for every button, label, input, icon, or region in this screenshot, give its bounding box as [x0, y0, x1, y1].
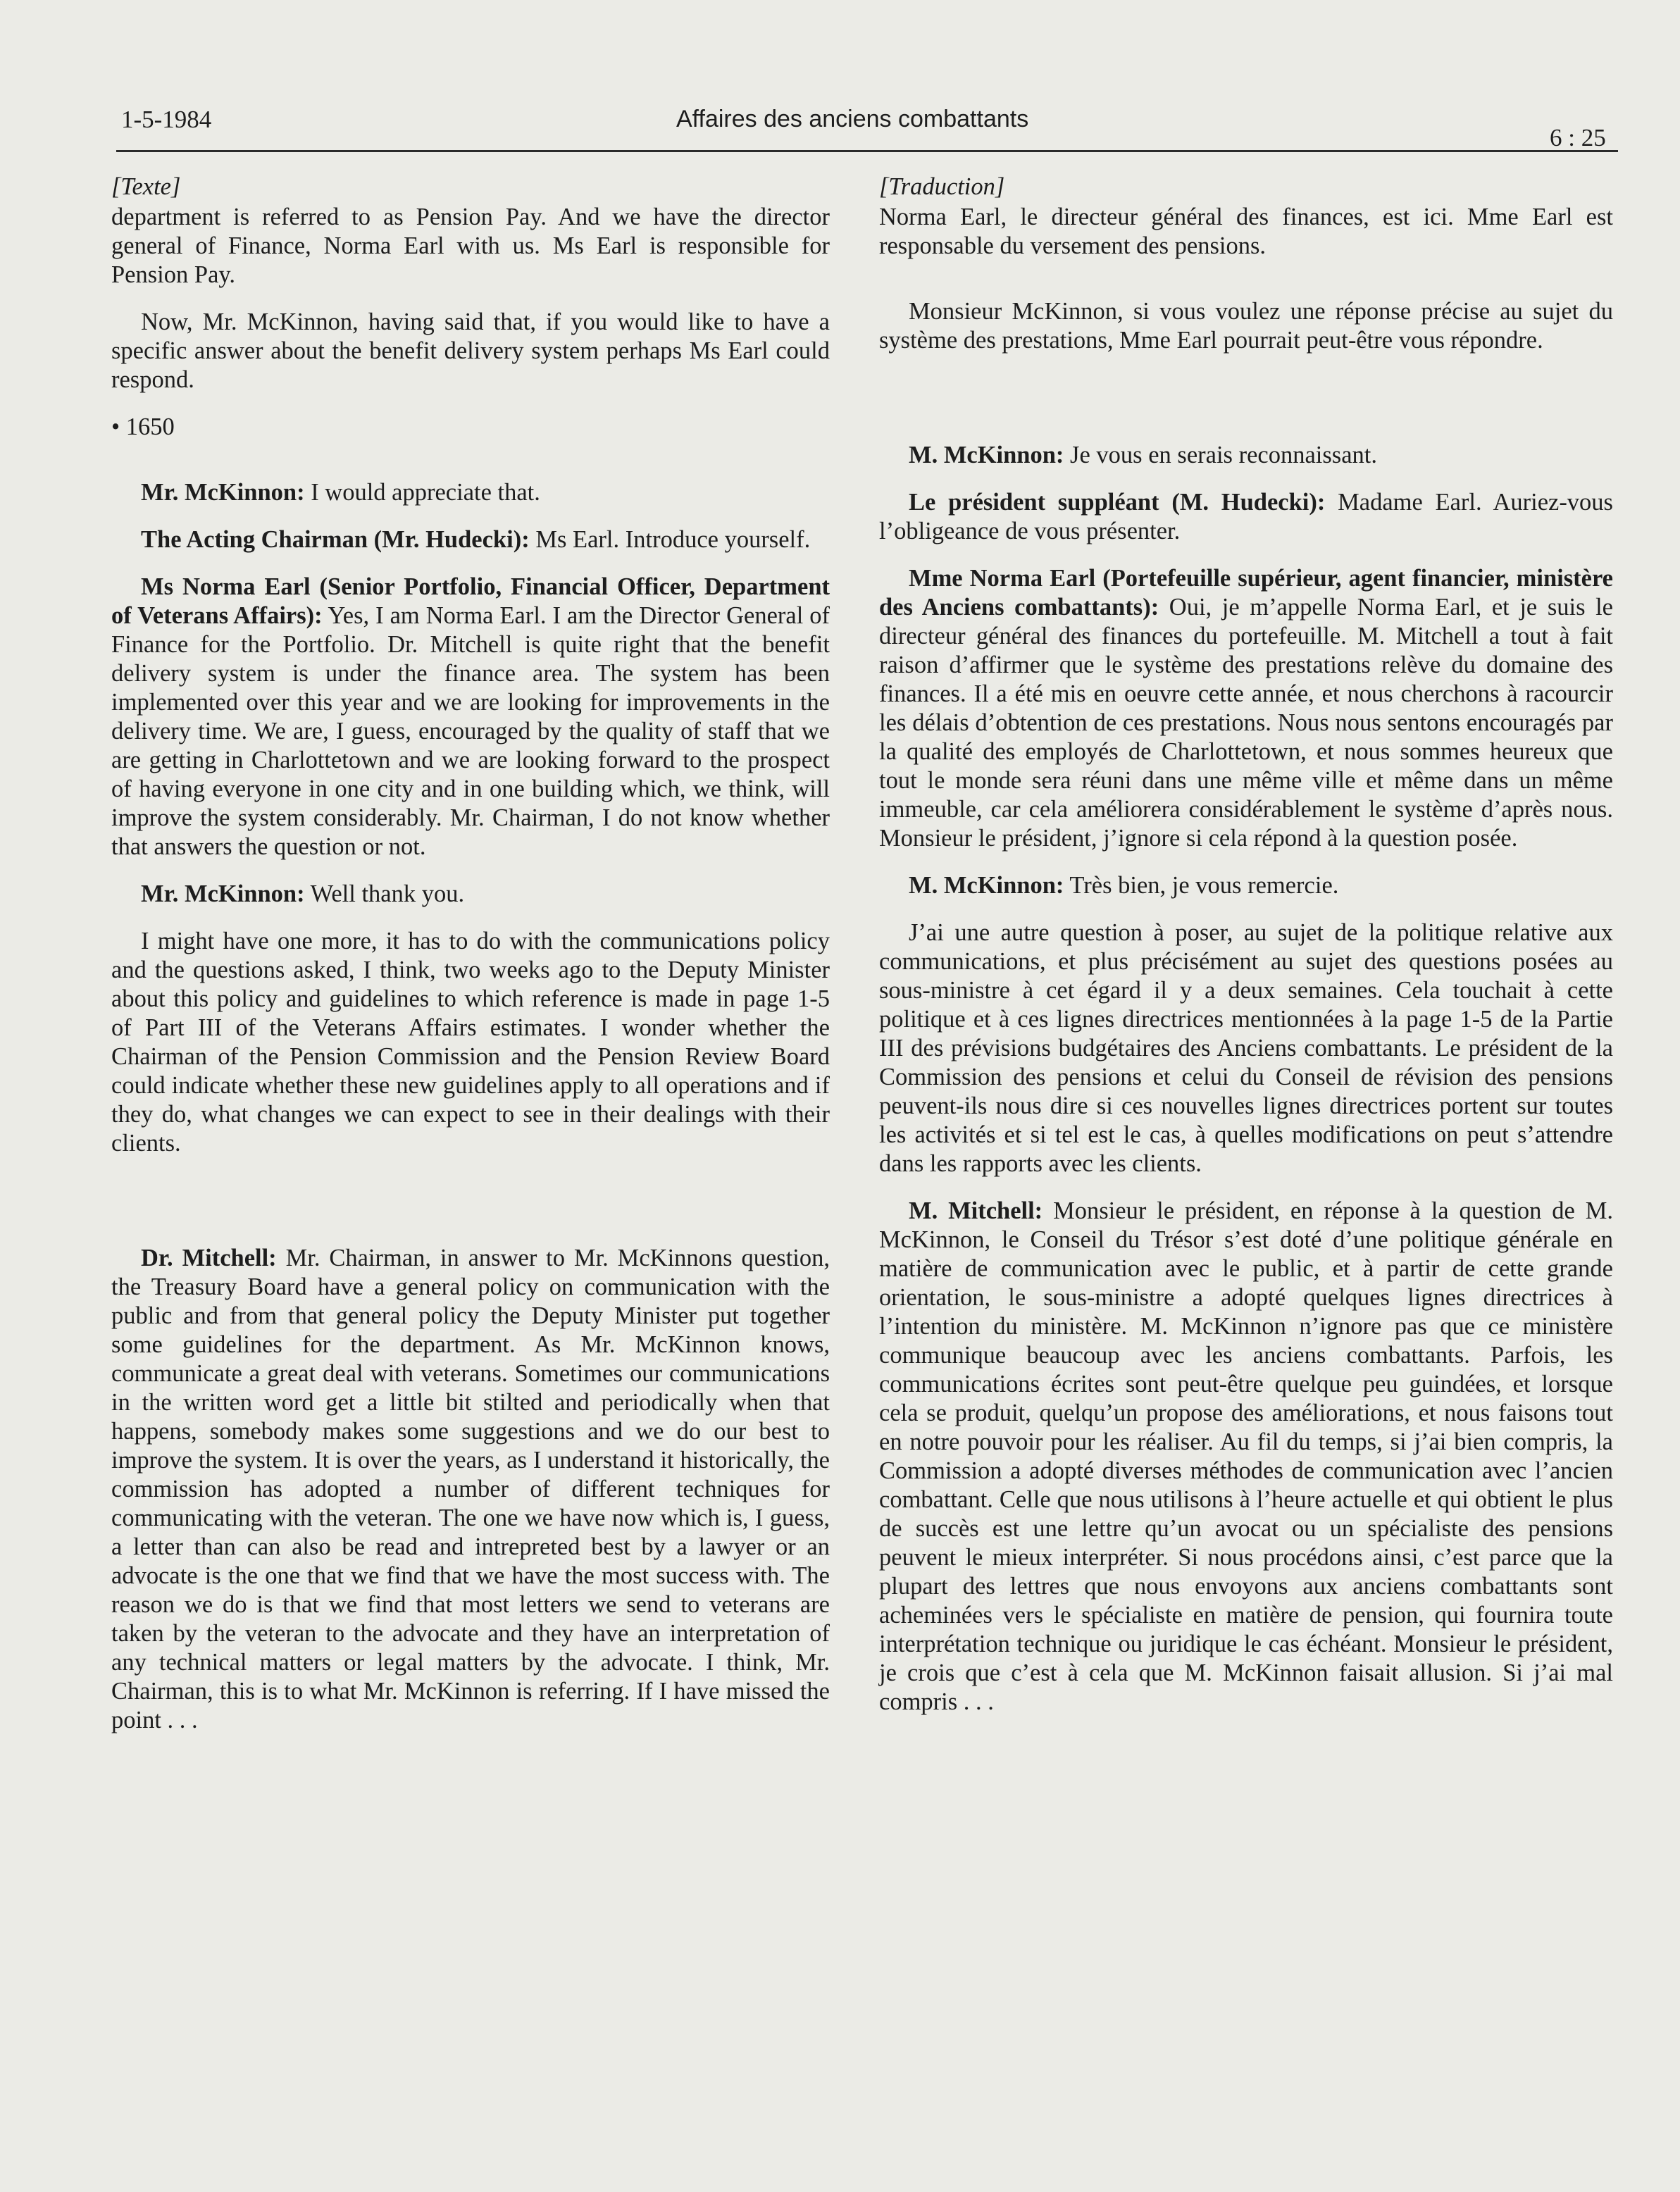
speaker-name: Ms Norma Earl (Senior Portfolio, Financial Officer, Department of Veterans Affairs):	[111, 573, 830, 629]
header-title: Affaires des anciens combattants	[676, 106, 1029, 132]
speech-text: Well thank you.	[304, 880, 465, 907]
speech-text: I would appreciate that.	[304, 479, 540, 506]
speaker-name: M. Mitchell:	[909, 1197, 1043, 1224]
speaker-name: Mme Norma Earl (Portefeuille supérieur, agent financier, ministère des Anciens combattants):	[879, 565, 1613, 621]
speech-paragraph	[879, 564, 1613, 853]
text-tag: [Texte]	[111, 173, 181, 200]
speech-paragraph	[111, 1244, 830, 1735]
header-page-number: 6 : 25	[1550, 124, 1606, 151]
speech-paragraph	[111, 525, 830, 554]
paragraph: J’ai une autre question à poser, au sujet de la politique relative aux communications, et plus précisément au sujet des questions posées au sous-ministre à cet égard il y a deux semaines. Cela touchait à cette politique et à ces lignes directrices mentionnées à la page 1-5 de la Partie III des prévisions budgétaires des Anciens combattants. Le président de la Commission des pensions et celui du Conseil de révision des pensions peuvent-ils nous dire si ces nouvelles lignes directrices portent sur toutes les activités et si tel est le cas, à quelles modifications on peut s’attendre dans les rapports avec les clients.	[879, 919, 1613, 1177]
speaker-name: M. McKinnon:	[909, 442, 1064, 468]
french-column	[879, 173, 1613, 1735]
speaker-name: Le président suppléant (M. Hudecki):	[909, 489, 1326, 516]
header-rule	[116, 150, 1618, 152]
paragraph: Now, Mr. McKinnon, having said that, if you would like to have a specific answer about the benefit delivery system perhaps Ms Earl could respond.	[111, 309, 830, 393]
time-marker: • 1650	[111, 413, 175, 440]
speaker-name: Dr. Mitchell:	[141, 1245, 277, 1271]
speech-text: Oui, je m’appelle Norma Earl, et je suis le directeur général des finances du portefeuille. M. Mitchell a tout à fait raison d’affirmer que le système des prestations relève du domaine des finances. Il a été mis en oeuvre cette année, et nous cherchons à racourcir les délais d’obtention de ces prestations. Nous nous sentons encouragés par la qualité des employés de Charlottetown, et nous sommes heureux que tout le monde sera réuni dans une même ville et même dans un même immeuble, car cela améliorera considérablement le système d’après nous. Monsieur le président, j’ignore si cela répond à la question posée.	[879, 594, 1613, 852]
speech-text: Madame Earl. Auriez-vous l’obligeance de vous présenter.	[879, 489, 1613, 544]
paragraph: Monsieur McKinnon, si vous voulez une réponse précise au sujet du système des prestations, Mme Earl pourrait peut-être vous répondre.	[879, 298, 1613, 354]
speech-paragraph	[111, 573, 830, 861]
speech-paragraph	[111, 880, 830, 909]
english-column	[111, 173, 830, 1753]
paragraph: I might have one more, it has to do with the communications policy and the questions asked, I think, two weeks ago to the Deputy Minister about this policy and guidelines to which reference is made in page 1-5 of Part III of the Veterans Affairs estimates. I wonder whether the Chairman of the Pension Commission and the Pension Review Board could indicate whether these new guidelines apply to all operations and if they do, what changes we can expect to see in their dealings with their clients.	[111, 928, 830, 1157]
header-date: 1-5-1984	[121, 106, 212, 133]
speaker-name: Mr. McKinnon:	[141, 880, 305, 907]
speaker-name: Mr. McKinnon:	[141, 479, 305, 506]
speech-paragraph	[111, 478, 830, 507]
speech-paragraph	[879, 871, 1613, 900]
speaker-name: The Acting Chairman (Mr. Hudecki):	[141, 526, 530, 553]
speech-text: Très bien, je vous remercie.	[1064, 872, 1339, 899]
speech-text: Monsieur le président, en réponse à la question de M. McKinnon, le Conseil du Trésor s’est doté d’une politique générale en matière de communication avec le public, et à partir de cette grande orientation, le sous-ministre a adopté quelques lignes directrices à l’intention du ministère. M. McKinnon n’ignore pas que ce ministère communique beaucoup avec les anciens combattants. Parfois, les communications écrites sont peut-être quelque peu guindées, et lorsque cela se produit, quelqu’un propose des améliorations, et nous faisons tout en notre pouvoir pour les réaliser. Au fil du temps, si j’ai bien compris, la Commission a adopté diverses méthodes de communication avec l’ancien combattant. Celle que nous utilisons à l’heure actuelle et qui obtient le plus de succès est une lettre qu’un avocat ou un spécialiste des pensions peuvent le mieux interpréter. Si nous procédons ainsi, c’est parce que la plupart des lettres que nous envoyons aux anciens combattants sont acheminées vers le spécialiste en matière de pension, qui fournira toute interprétation technique ou juridique le cas échéant. Monsieur le président, je crois que c’est à cela que M. McKinnon faisait allusion. Si j’ai mal compris . . .	[879, 1197, 1614, 1715]
speech-text: Ms Earl. Introduce yourself.	[529, 526, 811, 553]
speech-paragraph	[879, 441, 1613, 470]
translation-tag: [Traduction]	[879, 173, 1005, 200]
paragraph: department is referred to as Pension Pay. And we have the director general of Finance, Norma Earl with us. Ms Earl is responsible for Pension Pay.	[111, 204, 830, 288]
speech-paragraph	[879, 488, 1613, 546]
paragraph: Norma Earl, le directeur général des finances, est ici. Mme Earl est responsable du versement des pensions.	[879, 204, 1613, 259]
speech-text: Je vous en serais reconnaissant.	[1064, 442, 1377, 468]
speaker-name: M. McKinnon:	[909, 872, 1064, 899]
speech-text: Yes, I am Norma Earl. I am the Director General of Finance for the Portfolio. Dr. Mitchell is quite right that the benefit delivery system is under the finance area. The system has been implemented over this year and we are looking for improvements in the delivery time. We are, I guess, encouraged by the quality of staff that we are getting in Charlottetown and we are looking forward to the prospect of having everyone in one city and in one building which, we think, will improve the system considerably. Mr. Chairman, I do not know whether that answers the question or not.	[111, 602, 830, 860]
speech-text: Mr. Chairman, in answer to Mr. McKinnons question, the Treasury Board have a general policy on communication with the public and from that general policy the Deputy Minister put together some guidelines for the department. As Mr. McKinnon knows, communicate a great deal with veterans. Sometimes our communications in the written word get a little bit stilted and periodically when that happens, somebody makes some suggestions and we do our best to improve the system. It is over the years, as I understand it historically, the commission has adopted a number of different techniques for communicating with the veteran. The one we have now which is, I guess, a letter than can also be read and intrepreted best by a lawyer or an advocate is the one that we find that we have the most success with. The reason we do is that we find that most letters we send to veterans are taken by the veteran to the advocate and they have an interpretation of any technical matters or legal matters by the advocate. I think, Mr. Chairman, this is to what Mr. McKinnon is referring. If I have missed the point . . .	[111, 1245, 830, 1733]
speech-paragraph	[879, 1197, 1613, 1717]
